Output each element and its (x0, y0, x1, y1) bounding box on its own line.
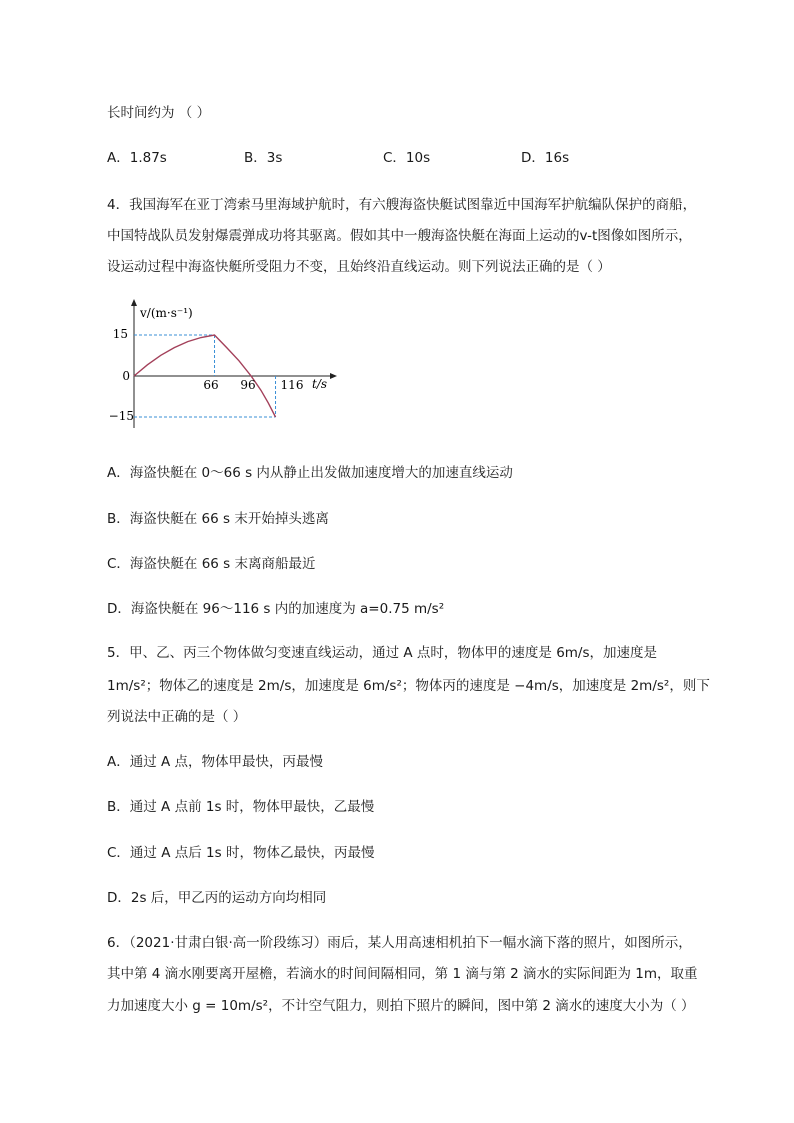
q4-option-a: A．海盗快艇在 0～66 s 内从静止出发做加速度增大的加速直线运动 (107, 465, 513, 481)
option-c: C．10s (383, 150, 431, 166)
x-tick-label: 116 (280, 378, 304, 392)
x-tick-label: 96 (240, 378, 256, 392)
q5-option-a: A．通过 A 点，物体甲最快，丙最慢 (107, 754, 324, 770)
q5-stem-line-1: 5．甲、乙、丙三个物体做匀变速直线运动，通过 A 点时，物体甲的速度是 6m/s，加速度是 (107, 645, 658, 661)
y-tick-label: 15 (112, 327, 128, 341)
q4-option-b: B．海盗快艇在 66 s 末开始掉头逃离 (107, 511, 329, 527)
q4-option-c: C．海盗快艇在 66 s 末离商船最近 (107, 556, 316, 572)
q5-option-c: C．通过 A 点后 1s 时，物体乙最快，丙最慢 (107, 845, 375, 861)
q5-option-d: D．2s 后，甲乙丙的运动方向均相同 (107, 890, 327, 906)
vt-graph (108, 296, 338, 436)
q6-stem-line-2: 其中第 4 滴水刚要离开屋檐，若滴水的时间间隔相同，第 1 滴与第 2 滴水的实际间距为 1m，取重 (107, 966, 698, 982)
q5-stem-line-3: 列说法中正确的是（ ） (107, 709, 247, 725)
option-d: D．16s (521, 150, 570, 166)
q4-stem-line-2: 中国特战队员发射爆震弹成功将其驱离。假如其中一艘海盗快艇在海面上运动的v-t图像如图所示， (107, 228, 692, 244)
y-axis-label: v/(m·s⁻¹) (140, 306, 193, 320)
q4-stem-line-3: 设运动过程中海盗快艇所受阻力不变，且始终沿直线运动。则下列说法正确的是（ ） (107, 259, 611, 275)
question-3-tail: 长时间约为 （ ） (107, 105, 211, 121)
x-axis-label: t/s (312, 377, 328, 391)
q4-option-d: D．海盗快艇在 96～116 s 内的加速度为 a=0.75 m/s² (107, 601, 445, 617)
q4-stem-line-1: 4．我国海军在亚丁湾索马里海域护航时，有六艘海盗快艇试图靠近中国海军护航编队保护的商船， (107, 197, 697, 213)
y-tick-label: 0 (122, 369, 130, 383)
q6-stem-line-3: 力加速度大小 g = 10m/s²，不计空气阻力，则拍下照片的瞬间，图中第 2 滴水的速度大小为（ ） (107, 998, 695, 1014)
question-3-options (107, 148, 707, 168)
option-b: B．3s (244, 150, 283, 166)
option-a: A．1.87s (107, 150, 167, 166)
x-tick-label: 66 (203, 378, 219, 392)
q5-option-b: B．通过 A 点前 1s 时，物体甲最快，乙最慢 (107, 799, 375, 815)
q6-stem-line-1: 6．（2021·甘肃白银·高一阶段练习）雨后，某人用高速相机拍下一幅水滴下落的照片，如图所示， (107, 935, 692, 951)
q5-stem-line-2: 1m/s²；物体乙的速度是 2m/s，加速度是 6m/s²；物体丙的速度是 −4m/s，加速度是 2m/s²，则下 (107, 678, 710, 694)
y-tick-label: −15 (108, 409, 134, 423)
